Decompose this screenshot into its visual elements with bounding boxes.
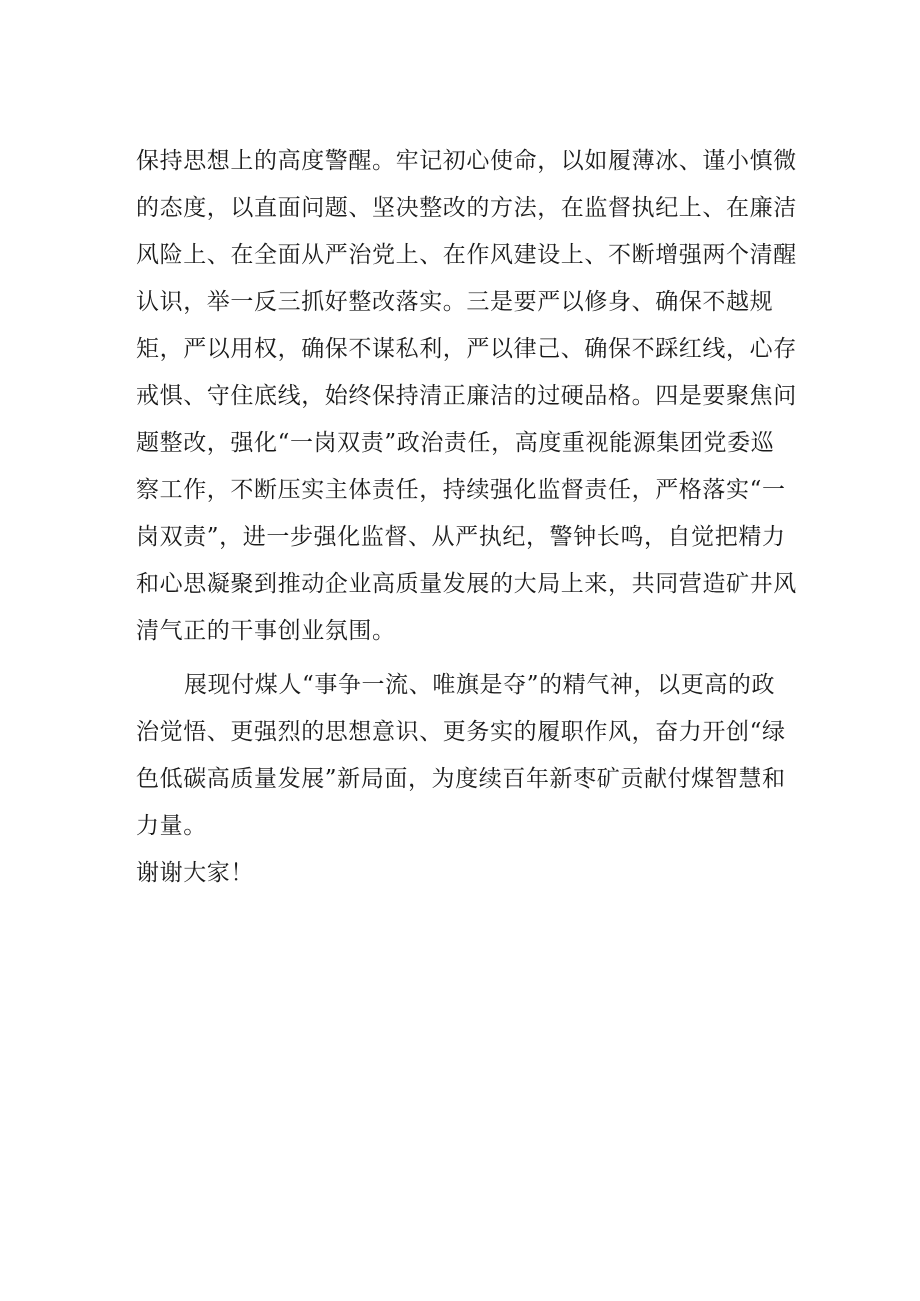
text-line: 色低碳高质量发展”新局面，为度续百年新枣矿贡献付煤智慧和 <box>136 766 786 792</box>
closing-line: 谢谢大家！ <box>136 860 254 886</box>
paragraph-gap <box>136 655 796 662</box>
document-body <box>136 138 796 897</box>
paragraph-1 <box>136 138 796 655</box>
text-line: 岗双责”，进一步强化监督、从严执纪，警钟长鸣，自觉把精力 <box>136 524 786 550</box>
text-line: 清气正的干事创业氛围。 <box>136 618 396 644</box>
text-line: 展现付煤人“事争一流、唯旗是夺”的精气神，以更高的政 <box>184 672 776 698</box>
text-line: 戒惧、守住底线，始终保持清正廉洁的过硬品格。四是要聚焦问 <box>136 383 797 409</box>
text-line: 力量。 <box>136 813 207 839</box>
text-line: 题整改，强化“一岗双责”政治责任，高度重视能源集团党委巡 <box>136 430 775 456</box>
text-line: 保持思想上的高度警醒。牢记初心使命，以如履薄冰、谨小慎微 <box>136 148 797 174</box>
text-line: 和心思凝聚到推动企业高质量发展的大局上来，共同营造矿井风 <box>136 571 797 597</box>
paragraph-2 <box>136 662 796 850</box>
text-line: 认识，举一反三抓好整改落实。三是要严以修身、确保不越规 <box>136 289 774 315</box>
text-line: 矩，严以用权，确保不谋私利，严以律己、确保不踩红线，心存 <box>136 336 797 362</box>
text-line: 察工作，不断压实主体责任，持续强化监督责任，严格落实“一 <box>136 477 786 503</box>
text-line: 风险上、在全面从严治党上、在作风建设上、不断增强两个清醒 <box>136 242 797 268</box>
text-line: 的态度，以直面问题、坚决整改的方法，在监督执纪上、在廉洁 <box>136 195 797 221</box>
text-line: 治觉悟、更强烈的思想意识、更务实的履职作风，奋力开创“绿 <box>136 719 786 745</box>
